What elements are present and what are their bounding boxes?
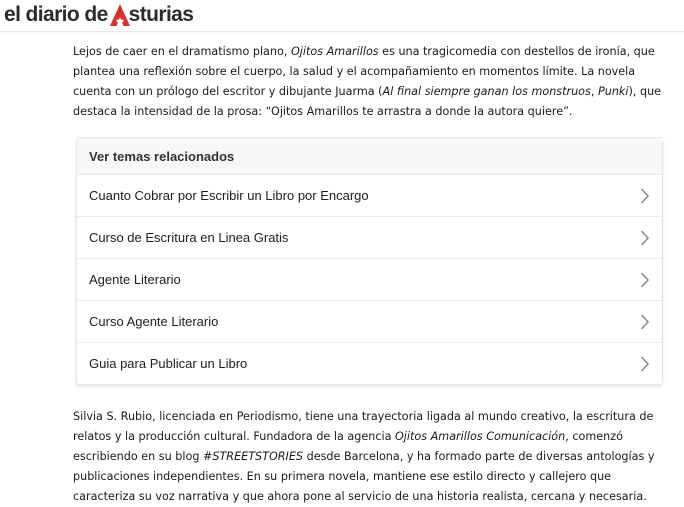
article-para1-segment: Lejos de caer en el dramatismo plano, [73, 45, 291, 58]
article-para1-segment: Punki [598, 85, 629, 98]
chevron-right-icon [640, 230, 650, 246]
related-topics-title: Ver temas relacionados [77, 138, 662, 175]
article-para1-segment: es una tragicomedia con destellos de ironía, que plantea una reflexión sobre el cuerpo, la salud y el acompañamiento en momentos límite. La novela cuenta con un prólogo del escritor y dibujante Juarma ( [73, 45, 655, 98]
article-para1-segment: ), que destaca la intensidad de la prosa: “Ojitos Amarillos te arrastra a donde la autora quiere”. [73, 85, 662, 118]
related-topic-item[interactable] [77, 301, 662, 343]
article-para2-segment: , comenzó escribiendo en su blog [73, 430, 623, 463]
article-paragraph-2 [73, 407, 673, 507]
article-para1-segment: , [590, 85, 598, 98]
related-topic-item[interactable] [77, 175, 662, 217]
related-topic-label: Guia para Publicar un Libro [89, 356, 248, 371]
article-para2-segment: #STREETSTORIES [202, 450, 304, 463]
related-topic-label: Curso Agente Literario [89, 314, 219, 329]
chevron-right-icon [640, 356, 650, 372]
related-topic-label: Curso de Escritura en Linea Gratis [89, 230, 289, 245]
article-para1-segment: Ojitos Amarillos [290, 45, 379, 58]
logo-text-prefix: el diario de [4, 3, 108, 26]
site-logo[interactable] [4, 0, 193, 30]
chevron-right-icon [640, 314, 650, 330]
related-topics-box [76, 137, 663, 385]
related-topics-list [77, 175, 662, 384]
chevron-right-icon [640, 188, 650, 204]
article-paragraph-1 [73, 42, 673, 122]
logo-a-shape [110, 4, 130, 26]
chevron-right-icon [640, 272, 650, 288]
logo-a-crossbar [116, 20, 123, 23]
article-para2-segment: Silvia S. Rubio, licenciada en Periodismo, tiene una trayectoria ligada al mundo creativo, la escritura de relatos y la producción cultural. Fundadora de la agencia [73, 410, 654, 443]
related-topic-item[interactable] [77, 259, 662, 301]
related-topic-item[interactable] [77, 343, 662, 384]
related-topic-label: Cuanto Cobrar por Escribir un Libro por Encargo [89, 188, 369, 203]
logo-a-icon [110, 4, 130, 26]
logo-text-rest: sturias [128, 3, 194, 26]
related-topic-label: Agente Literario [89, 272, 181, 287]
article-para2-segment: desde Barcelona, y ha formado parte de diversas antologías y publicaciones independientes. En su primera novela, mantiene ese estilo directo y callejero que caracteriza su voz narrativa y que ahora pone al servicio de una historia realista, cercana y necesaria. [73, 450, 655, 503]
site-header [0, 0, 684, 32]
related-topic-item[interactable] [77, 217, 662, 259]
article-para1-segment: Al final siempre ganan los monstruos [382, 85, 591, 98]
article-para2-segment: Ojitos Amarillos Comunicación [395, 430, 566, 443]
